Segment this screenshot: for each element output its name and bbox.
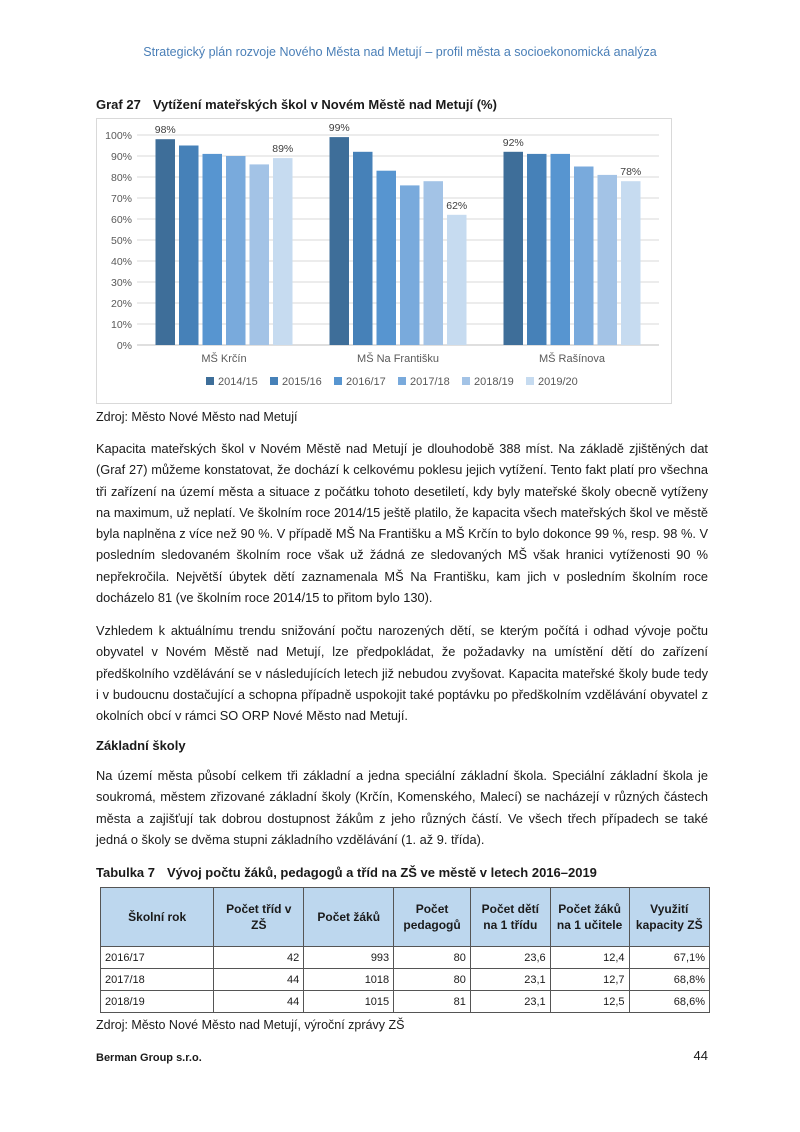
col-header-classes: Počet tříd v ZŠ (214, 888, 304, 947)
paragraph-1: Kapacita mateřských škol v Novém Městě nad Metují je dlouhodobě 388 míst. Na základě zjištěných dat (Graf 27) můžeme konstatovat, že dochází k celkovému poklesu jejich vytížení. Tento fakt platí pro všechna tři zařízení na území města a situace z počátku tohoto desetiletí, kdy byly mateřské školy obecně vytíženy na maximum, už neplatí. Ve školním roce 2014/15 ještě platilo, že kapacita všech mateřských škol ve městě byla naplněna z více než 90 %. V případě MŠ Na Františku a MŠ Krčín to bylo dokonce 99 %, resp. 98 %. V posledním sledovaném školním roce však už žádná ze sledovaných MŠ však hranici vytíženosti 90 % nepřekročila. Největší úbytek dětí zaznamenala MŠ Na Františku, kam jich v posledním školním roce docházelo 81 (ve školním roce 2014/15 to přitom bylo 130). (96, 441, 708, 606)
paragraph-2: Vzhledem k aktuálnímu trendu snižování počtu narozených dětí, se kterým počítá i odhad vývoje počtu obyvatel v Novém Městě nad Metují, lze předpokládat, že požadavky na umístění dětí do zařízení předškolního vzdělávání se v následujících letech již nebudou zvyšovat. Kapacita mateřské školy bude tedy i v budoucnu dostačující a schopna případně uspokojit také poptávku po předškolním vzdělávání obyvatel z okolních obcí v rámci SO ORP Nové Město nad Metují. (96, 623, 708, 724)
data-label: 99% (328, 122, 350, 135)
cell-children-per-class: 23,1 (470, 969, 550, 991)
page-number: 44 (693, 1048, 708, 1063)
bar (156, 139, 176, 345)
cell-students: 1018 (304, 969, 394, 991)
y-tick-label: 80% (110, 172, 132, 184)
figure-caption (96, 97, 497, 112)
bar (377, 171, 397, 345)
col-header-students-per-teacher: Počet žáků na 1 učitele (550, 888, 629, 947)
table-header-row (101, 888, 710, 947)
data-label: 98% (154, 124, 176, 137)
y-tick-label: 50% (110, 235, 132, 247)
running-header: Strategický plán rozvoje Nového Města nad Metují – profil města a socioekonomická analýza (143, 45, 657, 59)
cell-school-year: 2016/17 (101, 947, 214, 969)
col-header-students: Počet žáků (304, 888, 394, 947)
cell-school-year: 2018/19 (101, 991, 214, 1013)
table-row (101, 991, 710, 1013)
bar (203, 154, 223, 345)
cell-children-per-class: 23,6 (470, 947, 550, 969)
figure-source: Zdroj: Město Nové Město nad Metují (96, 410, 298, 424)
legend-swatch (462, 377, 470, 385)
cell-students-per-teacher: 12,7 (550, 969, 629, 991)
legend-swatch (398, 377, 406, 385)
y-tick-label: 100% (105, 130, 132, 142)
bar (179, 146, 199, 346)
legend-label: 2018/19 (474, 376, 514, 388)
bar (504, 152, 524, 345)
col-header-teachers: Počet pedagogů (394, 888, 471, 947)
legend-label: 2015/16 (282, 376, 322, 388)
cell-classes: 44 (214, 969, 304, 991)
table-row (101, 969, 710, 991)
x-tick-label: MŠ Rašínova (538, 353, 606, 365)
cell-students-per-teacher: 12,5 (550, 991, 629, 1013)
cell-teachers: 81 (394, 991, 471, 1013)
cell-students: 993 (304, 947, 394, 969)
bar (574, 167, 594, 346)
legend-label: 2019/20 (538, 376, 578, 388)
y-tick-label: 70% (110, 193, 132, 205)
bar (400, 185, 420, 345)
bar (527, 154, 547, 345)
legend-swatch (334, 377, 342, 385)
figure-caption-number: Graf 27 (96, 97, 141, 112)
legend-swatch (270, 377, 278, 385)
bar (330, 137, 350, 345)
y-tick-label: 30% (110, 277, 132, 289)
students-table (100, 887, 710, 1013)
cell-teachers: 80 (394, 947, 471, 969)
data-label: 78% (620, 166, 642, 179)
section-heading: Základní školy (96, 738, 186, 753)
legend-label: 2016/17 (346, 376, 386, 388)
cell-students-per-teacher: 12,4 (550, 947, 629, 969)
figure-caption-text: Vytížení mateřských škol v Novém Městě nad Metují (%) (152, 97, 497, 112)
cell-capacity-usage: 68,6% (629, 991, 709, 1013)
cell-capacity-usage: 67,1% (629, 947, 709, 969)
bar (273, 158, 293, 345)
legend-label: 2014/15 (218, 376, 258, 388)
chart-frame (96, 118, 672, 404)
cell-school-year: 2017/18 (101, 969, 214, 991)
cell-classes: 44 (214, 991, 304, 1013)
y-tick-label: 40% (110, 256, 132, 268)
bar (424, 181, 444, 345)
footer-company: Berman Group s.r.o. (96, 1052, 202, 1064)
y-tick-label: 60% (110, 214, 132, 226)
col-header-children-per-class: Počet dětí na 1 třídu (470, 888, 550, 947)
cell-capacity-usage: 68,8% (629, 969, 709, 991)
cell-students: 1015 (304, 991, 394, 1013)
legend-swatch (206, 377, 214, 385)
bar (598, 175, 618, 345)
legend-swatch (526, 377, 534, 385)
bar-chart (97, 119, 671, 403)
paragraph-3: Na území města působí celkem tři základní a jedna speciální základní škola. Speciální základní škola je soukromá, městem zřizované základní školy (Krčín, Komenského, Malecí) se nacházejí v různých částech města a zajišťují tak dobrou dostupnost žákům z jeho různých částí. Ve všech třech případech se také jedná o školy se dvěma stupni základního vzdělávání (1. až 9. třída). (96, 768, 708, 847)
y-tick-label: 90% (110, 151, 132, 163)
table-caption-number: Tabulka 7 (96, 865, 156, 880)
y-tick-label: 0% (116, 340, 132, 352)
bar (250, 164, 270, 345)
y-tick-label: 10% (110, 319, 132, 331)
table-row (101, 947, 710, 969)
table-caption (96, 865, 597, 880)
data-label: 62% (446, 199, 468, 212)
cell-teachers: 80 (394, 969, 471, 991)
data-label: 92% (502, 136, 524, 149)
x-tick-label: MŠ Krčín (201, 353, 247, 365)
bar (447, 215, 467, 345)
col-header-capacity-usage: Využití kapacity ZŠ (629, 888, 709, 947)
table-source: Zdroj: Město Nové Město nad Metují, výroční zprávy ZŠ (96, 1018, 405, 1032)
cell-classes: 42 (214, 947, 304, 969)
bar (226, 156, 246, 345)
bar (621, 181, 641, 345)
legend-label: 2017/18 (410, 376, 450, 388)
cell-children-per-class: 23,1 (470, 991, 550, 1013)
x-tick-label: MŠ Na Františku (357, 353, 439, 365)
bar (353, 152, 373, 345)
table-caption-text: Vývoj počtu žáků, pedagogů a tříd na ZŠ ve městě v letech 2016–2019 (167, 865, 597, 880)
y-tick-label: 20% (110, 298, 132, 310)
data-label: 89% (272, 143, 294, 156)
col-header-school-year: Školní rok (101, 888, 214, 947)
bar (551, 154, 571, 345)
